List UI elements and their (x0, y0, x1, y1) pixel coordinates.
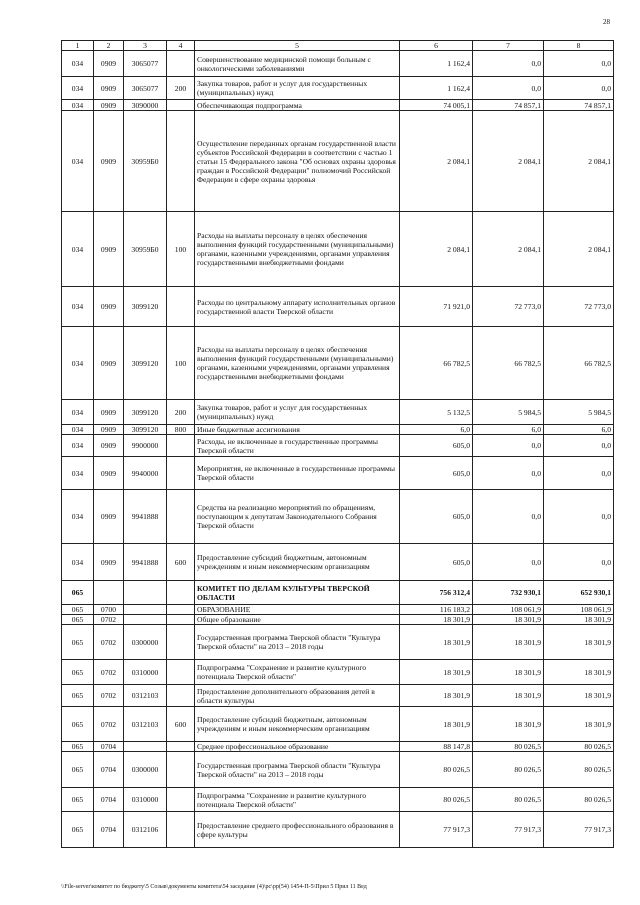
cell-ministry-code: 034 (62, 77, 94, 100)
cell-expense-type (167, 660, 195, 685)
cell-amount-year2: 72 773,0 (473, 287, 544, 327)
cell-description: Предоставление субсидий бюджетным, автономным учреждениям и иным некоммерческим организациям (195, 707, 400, 742)
cell-description: ОБРАЗОВАНИЕ (195, 605, 400, 615)
cell-amount-year1: 605,0 (400, 490, 473, 544)
cell-section-code: 0909 (94, 77, 124, 100)
cell-amount-year2: 2 084,1 (473, 111, 544, 212)
cell-amount-year2: 0,0 (473, 544, 544, 581)
table-row (62, 605, 614, 615)
cell-amount-year1: 74 005,1 (400, 100, 473, 111)
cell-expense-type (167, 685, 195, 707)
cell-target-article: 3065077 (124, 77, 167, 100)
cell-amount-year1: 18 301,9 (400, 707, 473, 742)
cell-ministry-code: 065 (62, 615, 94, 625)
cell-expense-type (167, 625, 195, 660)
cell-section-code: 0704 (94, 742, 124, 752)
cell-amount-year3: 74 857,1 (544, 100, 614, 111)
cell-section-code: 0909 (94, 287, 124, 327)
cell-amount-year1: 116 183,2 (400, 605, 473, 615)
cell-target-article (124, 605, 167, 615)
cell-amount-year3: 5 984,5 (544, 400, 614, 425)
cell-ministry-code: 065 (62, 660, 94, 685)
table-row (62, 544, 614, 581)
cell-ministry-code: 065 (62, 752, 94, 788)
table-row (62, 77, 614, 100)
cell-expense-type (167, 490, 195, 544)
cell-expense-type (167, 435, 195, 457)
cell-target-article: 0312106 (124, 812, 167, 848)
table-row (62, 685, 614, 707)
cell-amount-year2: 0,0 (473, 457, 544, 490)
col-header-8: 8 (544, 41, 614, 51)
cell-amount-year1: 605,0 (400, 457, 473, 490)
cell-section-code: 0909 (94, 425, 124, 435)
table-body (62, 51, 614, 848)
cell-amount-year1: 80 026,5 (400, 752, 473, 788)
table-row (62, 100, 614, 111)
cell-expense-type: 200 (167, 400, 195, 425)
cell-amount-year3: 18 301,9 (544, 685, 614, 707)
cell-amount-year2: 108 061,9 (473, 605, 544, 615)
cell-target-article (124, 581, 167, 605)
cell-amount-year3: 652 930,1 (544, 581, 614, 605)
cell-amount-year1: 77 917,3 (400, 812, 473, 848)
cell-expense-type: 200 (167, 77, 195, 100)
cell-section-code (94, 581, 124, 605)
cell-ministry-code: 034 (62, 490, 94, 544)
cell-amount-year2: 2 084,1 (473, 212, 544, 287)
cell-target-article: 9941888 (124, 490, 167, 544)
cell-amount-year3: 0,0 (544, 435, 614, 457)
cell-amount-year2: 0,0 (473, 77, 544, 100)
cell-section-code: 0909 (94, 111, 124, 212)
cell-target-article: 9940000 (124, 457, 167, 490)
cell-amount-year3: 0,0 (544, 490, 614, 544)
table-row (62, 707, 614, 742)
cell-section-code: 0909 (94, 400, 124, 425)
cell-description: Осуществление переданных органам государственной власти субъектов Российской Федерации в соответствии с частью 1 статьи 15 Федерального закона "Об основах охраны здоровья граждан в Российской Федерации" полномочий Российской Федерации в сфере охраны здоровья (195, 111, 400, 212)
cell-target-article: 9900000 (124, 435, 167, 457)
cell-amount-year3: 18 301,9 (544, 625, 614, 660)
table-row (62, 660, 614, 685)
cell-ministry-code: 034 (62, 327, 94, 400)
table-row (62, 400, 614, 425)
cell-description: Подпрограмма "Сохранение и развитие культурного потенциала Тверской области" (195, 660, 400, 685)
cell-target-article (124, 615, 167, 625)
cell-amount-year1: 80 026,5 (400, 788, 473, 812)
cell-target-article: 0310000 (124, 660, 167, 685)
cell-target-article: 3099120 (124, 327, 167, 400)
cell-amount-year2: 77 917,3 (473, 812, 544, 848)
cell-ministry-code: 065 (62, 685, 94, 707)
cell-description: КОМИТЕТ ПО ДЕЛАМ КУЛЬТУРЫ ТВЕРСКОЙ ОБЛАСТИ (195, 581, 400, 605)
header-row (62, 41, 614, 51)
table-row (62, 111, 614, 212)
cell-section-code: 0700 (94, 605, 124, 615)
cell-description: Государственная программа Тверской области "Культура Тверской области" на 2013 – 2018 годы (195, 625, 400, 660)
cell-description: Расходы по центральному аппарату исполнительных органов государственной власти Тверской области (195, 287, 400, 327)
budget-table (61, 40, 614, 848)
table-row (62, 457, 614, 490)
table-row (62, 812, 614, 848)
cell-description: Иные бюджетные ассигнования (195, 425, 400, 435)
table-row (62, 327, 614, 400)
cell-section-code: 0909 (94, 212, 124, 287)
cell-amount-year3: 0,0 (544, 457, 614, 490)
col-header-6: 6 (400, 41, 473, 51)
cell-amount-year3: 18 301,9 (544, 660, 614, 685)
cell-amount-year1: 756 312,4 (400, 581, 473, 605)
cell-expense-type: 600 (167, 544, 195, 581)
cell-amount-year3: 2 084,1 (544, 111, 614, 212)
cell-amount-year3: 77 917,3 (544, 812, 614, 848)
cell-description: Предоставление дополнительного образования детей в области культуры (195, 685, 400, 707)
cell-amount-year1: 71 921,0 (400, 287, 473, 327)
cell-ministry-code: 065 (62, 788, 94, 812)
cell-description: Расходы, не включенные в государственные программы Тверской области (195, 435, 400, 457)
cell-section-code: 0704 (94, 752, 124, 788)
cell-target-article: 0312103 (124, 707, 167, 742)
cell-section-code: 0704 (94, 788, 124, 812)
cell-target-article: 3099120 (124, 287, 167, 327)
cell-expense-type (167, 605, 195, 615)
cell-target-article: 3090000 (124, 100, 167, 111)
cell-ministry-code: 034 (62, 100, 94, 111)
cell-amount-year3: 18 301,9 (544, 707, 614, 742)
cell-description: Предоставление субсидий бюджетным, автономным учреждениям и иным некоммерческим организациям (195, 544, 400, 581)
cell-expense-type (167, 457, 195, 490)
cell-amount-year3: 108 061,9 (544, 605, 614, 615)
col-header-4: 4 (167, 41, 195, 51)
cell-expense-type (167, 615, 195, 625)
cell-section-code: 0702 (94, 660, 124, 685)
cell-amount-year2: 732 930,1 (473, 581, 544, 605)
cell-amount-year1: 6,0 (400, 425, 473, 435)
table-row (62, 742, 614, 752)
cell-amount-year2: 80 026,5 (473, 742, 544, 752)
cell-amount-year1: 18 301,9 (400, 660, 473, 685)
cell-amount-year3: 18 301,9 (544, 615, 614, 625)
cell-target-article: 3099120 (124, 400, 167, 425)
cell-ministry-code: 065 (62, 625, 94, 660)
cell-section-code: 0702 (94, 685, 124, 707)
cell-ministry-code: 065 (62, 812, 94, 848)
cell-amount-year2: 0,0 (473, 435, 544, 457)
cell-amount-year3: 6,0 (544, 425, 614, 435)
cell-amount-year3: 80 026,5 (544, 742, 614, 752)
cell-description: Совершенствование медицинской помощи больным с онкологическими заболеваниями (195, 51, 400, 77)
cell-amount-year2: 18 301,9 (473, 625, 544, 660)
footer-file-path: \\File-server\комитет по бюджету\5 Созыв\документы комитета\54 заседание (4)\рс\рр(54) 1454-П-5\Прил 5 Прил 11 Вед (61, 884, 367, 890)
cell-section-code: 0909 (94, 51, 124, 77)
cell-ministry-code: 034 (62, 457, 94, 490)
page-number: 28 (603, 18, 610, 26)
cell-description: Средства на реализацию мероприятий по обращениям, поступающим к депутатам Законодательного Собрания Тверской области (195, 490, 400, 544)
cell-target-article: 0312103 (124, 685, 167, 707)
cell-amount-year1: 1 162,4 (400, 77, 473, 100)
cell-amount-year3: 0,0 (544, 544, 614, 581)
cell-ministry-code: 034 (62, 544, 94, 581)
cell-amount-year2: 5 984,5 (473, 400, 544, 425)
cell-amount-year1: 18 301,9 (400, 615, 473, 625)
cell-expense-type (167, 812, 195, 848)
cell-description: Предоставление среднего профессионального образования в сфере культуры (195, 812, 400, 848)
cell-amount-year1: 18 301,9 (400, 625, 473, 660)
cell-ministry-code: 065 (62, 707, 94, 742)
cell-amount-year2: 18 301,9 (473, 685, 544, 707)
cell-ministry-code: 034 (62, 111, 94, 212)
cell-expense-type (167, 752, 195, 788)
cell-description: Закупка товаров, работ и услуг для государственных (муниципальных) нужд (195, 77, 400, 100)
cell-target-article: 3099120 (124, 425, 167, 435)
cell-description: Мероприятия, не включенные в государственные программы Тверской области (195, 457, 400, 490)
cell-expense-type (167, 51, 195, 77)
cell-description: Обеспечивающая подпрограмма (195, 100, 400, 111)
cell-amount-year2: 0,0 (473, 51, 544, 77)
cell-description: Закупка товаров, работ и услуг для государственных (муниципальных) нужд (195, 400, 400, 425)
cell-ministry-code: 034 (62, 400, 94, 425)
cell-amount-year2: 74 857,1 (473, 100, 544, 111)
cell-ministry-code: 034 (62, 51, 94, 77)
table-row (62, 287, 614, 327)
cell-expense-type: 800 (167, 425, 195, 435)
cell-amount-year1: 66 782,5 (400, 327, 473, 400)
cell-target-article: 0300000 (124, 752, 167, 788)
cell-target-article: 9941888 (124, 544, 167, 581)
cell-section-code: 0704 (94, 812, 124, 848)
cell-amount-year3: 80 026,5 (544, 788, 614, 812)
cell-amount-year1: 1 162,4 (400, 51, 473, 77)
cell-amount-year1: 605,0 (400, 544, 473, 581)
cell-amount-year1: 88 147,8 (400, 742, 473, 752)
cell-amount-year1: 18 301,9 (400, 685, 473, 707)
cell-ministry-code: 034 (62, 287, 94, 327)
cell-description: Общее образование (195, 615, 400, 625)
cell-amount-year3: 0,0 (544, 51, 614, 77)
cell-amount-year3: 80 026,5 (544, 752, 614, 788)
cell-amount-year1: 605,0 (400, 435, 473, 457)
cell-expense-type (167, 287, 195, 327)
table-row (62, 752, 614, 788)
cell-amount-year1: 2 084,1 (400, 212, 473, 287)
cell-amount-year2: 18 301,9 (473, 615, 544, 625)
cell-expense-type (167, 788, 195, 812)
cell-description: Расходы на выплаты персоналу в целях обеспечения выполнения функций государственными (муниципальными) органами, казенными учреждениями, органами управления государственными внебюджетными фондами (195, 212, 400, 287)
cell-amount-year3: 72 773,0 (544, 287, 614, 327)
cell-description: Среднее профессиональное образование (195, 742, 400, 752)
col-header-3: 3 (124, 41, 167, 51)
cell-description: Подпрограмма "Сохранение и развитие культурного потенциала Тверской области" (195, 788, 400, 812)
cell-section-code: 0909 (94, 100, 124, 111)
cell-ministry-code: 034 (62, 435, 94, 457)
cell-target-article: 0310000 (124, 788, 167, 812)
cell-description: Государственная программа Тверской области "Культура Тверской области" на 2013 – 2018 годы (195, 752, 400, 788)
cell-expense-type: 100 (167, 327, 195, 400)
cell-section-code: 0702 (94, 615, 124, 625)
cell-amount-year2: 18 301,9 (473, 707, 544, 742)
cell-section-code: 0702 (94, 625, 124, 660)
cell-target-article: 30959Б0 (124, 212, 167, 287)
cell-expense-type: 100 (167, 212, 195, 287)
table-row (62, 425, 614, 435)
table-row (62, 51, 614, 77)
cell-ministry-code: 034 (62, 425, 94, 435)
col-header-7: 7 (473, 41, 544, 51)
cell-amount-year2: 18 301,9 (473, 660, 544, 685)
cell-amount-year3: 0,0 (544, 77, 614, 100)
cell-amount-year3: 2 084,1 (544, 212, 614, 287)
cell-amount-year2: 6,0 (473, 425, 544, 435)
cell-target-article: 0300000 (124, 625, 167, 660)
cell-amount-year2: 80 026,5 (473, 752, 544, 788)
col-header-1: 1 (62, 41, 94, 51)
cell-ministry-code: 034 (62, 212, 94, 287)
table-row (62, 490, 614, 544)
cell-description: Расходы на выплаты персоналу в целях обеспечения выполнения функций государственными (муниципальными) органами, казенными учреждениями, органами управления государственными внебюджетными фондами (195, 327, 400, 400)
table-row (62, 615, 614, 625)
table-row (62, 788, 614, 812)
cell-section-code: 0909 (94, 327, 124, 400)
cell-amount-year1: 2 084,1 (400, 111, 473, 212)
cell-section-code: 0909 (94, 544, 124, 581)
cell-expense-type (167, 581, 195, 605)
cell-ministry-code: 065 (62, 581, 94, 605)
cell-expense-type (167, 742, 195, 752)
cell-section-code: 0702 (94, 707, 124, 742)
col-header-2: 2 (94, 41, 124, 51)
cell-target-article (124, 742, 167, 752)
table-row (62, 625, 614, 660)
cell-amount-year2: 0,0 (473, 490, 544, 544)
cell-amount-year1: 5 132,5 (400, 400, 473, 425)
col-header-5: 5 (195, 41, 400, 51)
table-row (62, 581, 614, 605)
cell-section-code: 0909 (94, 457, 124, 490)
table-row (62, 212, 614, 287)
cell-amount-year3: 66 782,5 (544, 327, 614, 400)
cell-expense-type: 600 (167, 707, 195, 742)
cell-target-article: 3065077 (124, 51, 167, 77)
cell-target-article: 30959Б0 (124, 111, 167, 212)
cell-amount-year2: 80 026,5 (473, 788, 544, 812)
cell-expense-type (167, 100, 195, 111)
table-row (62, 435, 614, 457)
cell-section-code: 0909 (94, 435, 124, 457)
cell-amount-year2: 66 782,5 (473, 327, 544, 400)
cell-section-code: 0909 (94, 490, 124, 544)
cell-expense-type (167, 111, 195, 212)
cell-ministry-code: 065 (62, 742, 94, 752)
cell-ministry-code: 065 (62, 605, 94, 615)
